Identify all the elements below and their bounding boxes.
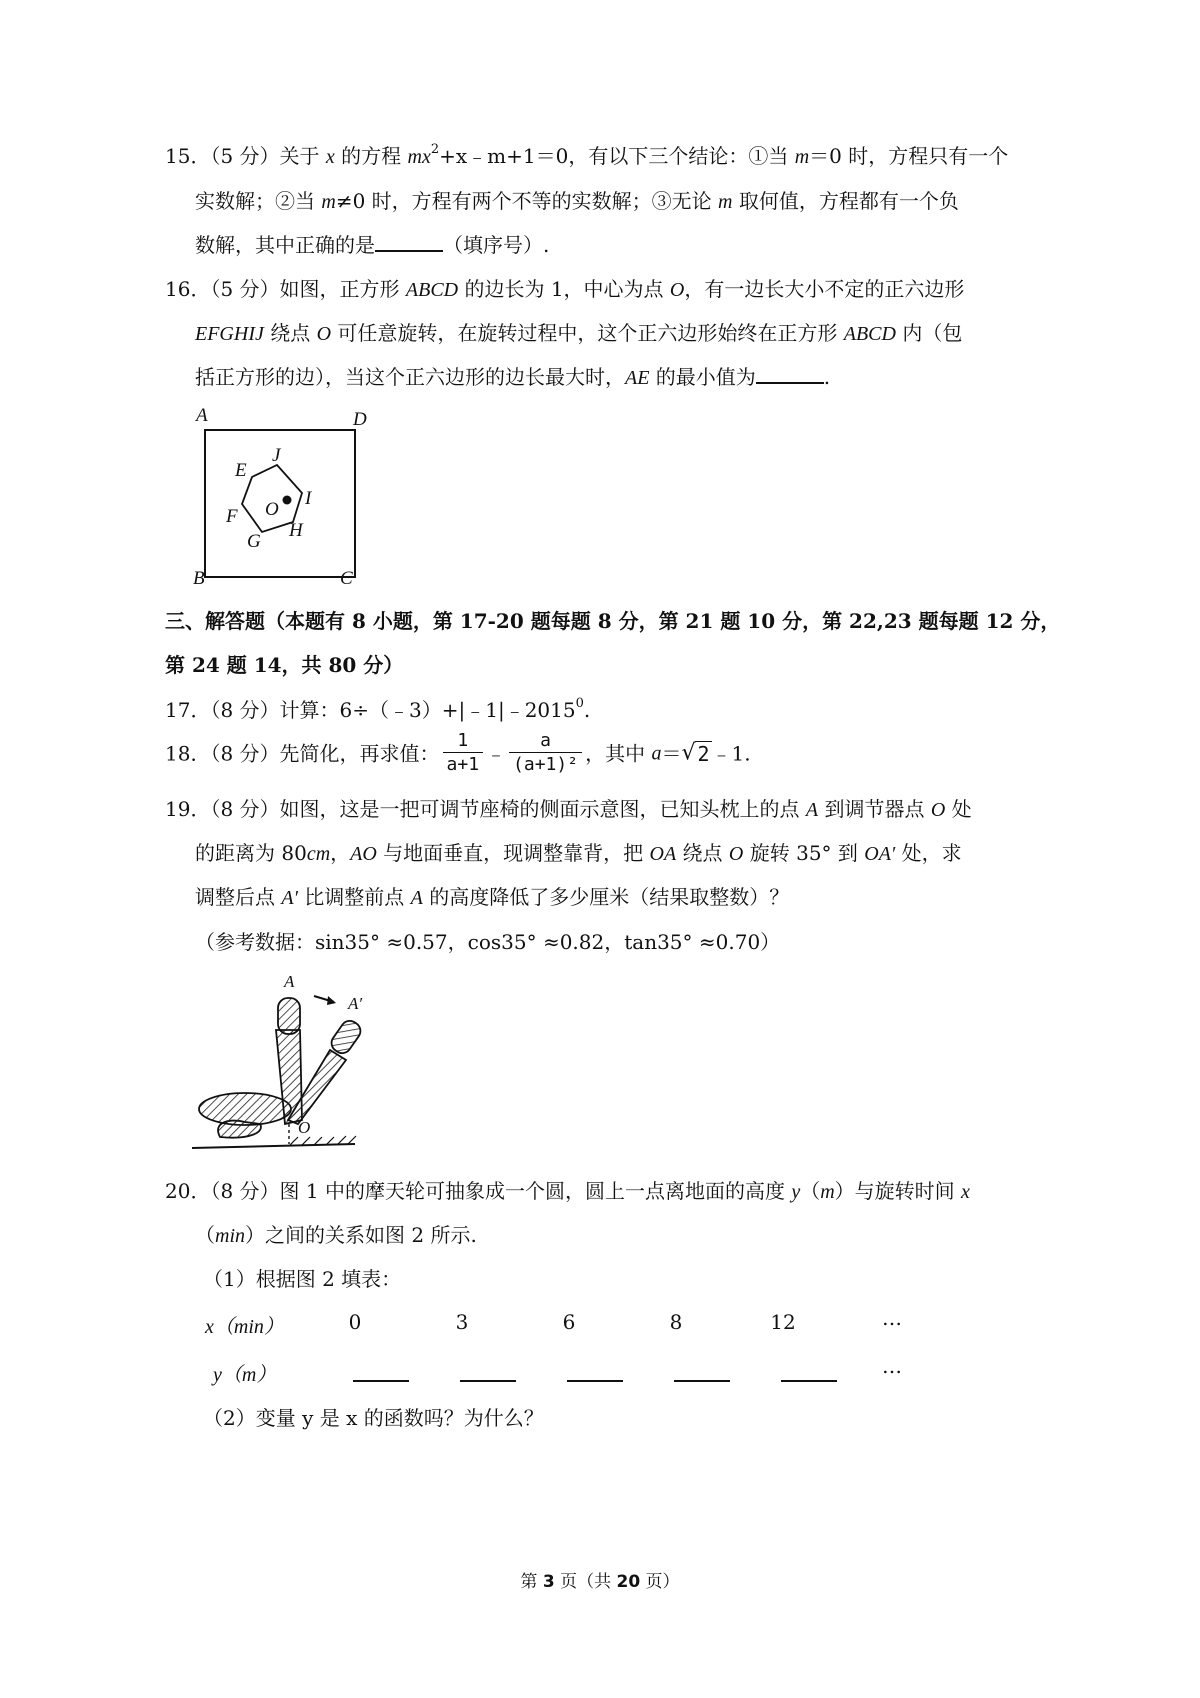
center-point-o (283, 496, 292, 505)
sqrt-sign: √ (681, 740, 696, 766)
q19-line2: 的距离为 80cm，AO 与地面垂直，现调整靠背，把 OA 绕点 O 旋转 35° 到 OA′ 处，求 (195, 841, 962, 865)
q17-line: 17．（8 分）计算：$6\div(﹣3)+|﹣1|﹣2015^0$. (165, 696, 591, 722)
label-d: D (353, 409, 367, 430)
answer-blank (375, 232, 443, 252)
ground-line (192, 1144, 355, 1148)
x-value-0: 0 (348, 1310, 362, 1334)
label-o: O (265, 499, 279, 520)
q20-line1: 20．（8 分）图 1 中的摩天轮可抽象成一个圆，圆上一点离地面的高度 y（m）与旋转时间 x (165, 1179, 970, 1203)
q20-part1: （1）根据图 2 填表： (203, 1267, 402, 1291)
q20-part2: （2）变量 y 是 x 的函数吗？为什么？ (203, 1406, 544, 1430)
x-value-3: 8 (669, 1310, 683, 1334)
y-blank-3 (674, 1380, 730, 1382)
seat-cushion (199, 1093, 291, 1125)
q15-line1: 15．（5 分）关于 x 的方程 $mx^2+x﹣m+1=0$，有以下三个结论：①当 m＝0 时，方程只有一个 (165, 142, 1009, 168)
q19-line3: 调整后点 A′ 比调整前点 A 的高度降低了多少厘米（结果取整数）？ (195, 885, 790, 909)
label-a-prime: A′ (348, 994, 363, 1013)
seat-figure (190, 972, 370, 1157)
q15-line2: 实数解；②当 m≠0 时，方程有两个不等的实数解；③无论 m 取何值，方程都有一个负 (195, 189, 959, 213)
q16-line2: EFGHIJ 绕点 O 可任意旋转，在旋转过程中，这个正六边形始终在正方形 ABCD 内（包 (195, 321, 963, 345)
q16-line1: 16．（5 分）如图，正方形 ABCD 的边长为 1，中心为点 O，有一边长大小不定的正六边形 (165, 277, 965, 301)
y-blank-2 (567, 1380, 623, 1382)
q19-reference-data: （参考数据：sin35° ≈0.57，cos35° ≈0.82，tan35° ≈0.70） (195, 930, 781, 954)
q18-line: 18．（8 分）先简化，再求值： $\frac{1}{a+1}$ ﹣ $\frac{a}{\text{(a+1)²}}$ ，其中 a＝√ 2 ﹣1. (165, 730, 751, 775)
q19-line1: 19．（8 分）如图，这是一把可调节座椅的侧面示意图，已知头枕上的点 A 到调节器点 O 处 (165, 797, 972, 821)
q20-line2: （min）之间的关系如图 2 所示. (195, 1223, 477, 1247)
square-hexagon-figure (190, 405, 380, 595)
headrest-rotated (328, 1017, 364, 1056)
square-hexagon-diagram (190, 405, 380, 595)
label-a: A (196, 405, 208, 426)
label-h: H (289, 520, 303, 541)
label-g: G (247, 531, 261, 552)
label-o: O (298, 1118, 311, 1137)
label-i: I (305, 488, 312, 509)
answer-blank (756, 364, 824, 384)
x-value-1: 3 (455, 1310, 469, 1334)
label-c: C (340, 568, 353, 589)
sqrt-value: 2 (697, 741, 710, 766)
label-j: J (272, 445, 281, 466)
y-blank-0 (353, 1380, 409, 1382)
x-row-ellipsis: … (882, 1306, 902, 1330)
label-e: E (235, 460, 247, 481)
fraction-2: $\frac{a}{\text{(a+1)²}}$ (509, 730, 582, 777)
y-blank-1 (460, 1380, 516, 1382)
row-x-label: x（min） (205, 1316, 284, 1338)
row-y-label: y（m） (213, 1364, 277, 1386)
label-b: B (193, 568, 205, 589)
arrow-head-icon (327, 996, 336, 1005)
x-value-4: 12 (770, 1310, 796, 1334)
y-blank-4 (781, 1380, 837, 1382)
label-f: F (226, 506, 238, 527)
q16-line3: 括正方形的边），当这个正六边形的边长最大时，AE 的最小值为 . (195, 365, 831, 389)
y-row-ellipsis: … (882, 1354, 902, 1378)
label-a: A (284, 972, 295, 991)
x-value-2: 6 (562, 1310, 576, 1334)
seat-diagram (190, 972, 370, 1157)
page-footer: 第 3 页（共 20 页） (520, 1572, 680, 1592)
fraction-1: $\frac{1}{a+1}$ (443, 730, 484, 777)
headrest-original (278, 998, 300, 1034)
section-heading-line2: 第 24 题 14，共 80 分） (165, 653, 404, 677)
q15-line3: 数解，其中正确的是 （填序号）. (195, 233, 550, 257)
section-heading-line1: 三、解答题（本题有 8 小题，第 17-20 题每题 8 分，第 21 题 10 分，第 22,23 题每题 12 分， (165, 609, 1061, 633)
